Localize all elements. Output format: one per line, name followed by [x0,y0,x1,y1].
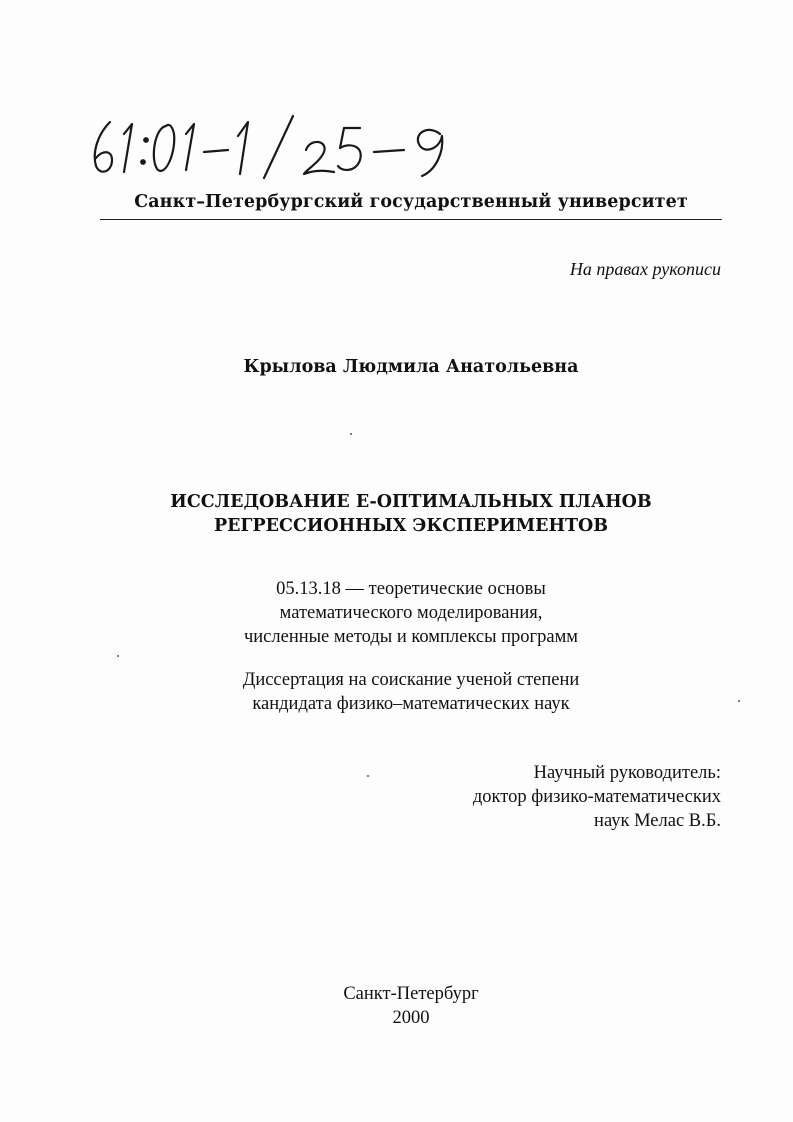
dissertation-title [0,490,793,538]
advisor-block [473,761,721,833]
university-name: Санкт–Петербургский государственный университет [134,192,688,212]
degree-line: кандидата физико–математических наук [252,694,570,714]
title-line: РЕГРЕССИОННЫХ ЭКСПЕРИМЕНТОВ [213,516,609,536]
specialty-block [0,577,793,649]
degree-block [0,668,793,716]
specialty-line: математического моделирования, [279,603,543,623]
manuscript-rights: На правах рукописи [569,259,721,279]
header-rule [100,219,722,220]
title-line: ИССЛЕДОВАНИЕ E-ОПТИМАЛЬНЫХ ПЛАНОВ [170,492,652,512]
advisor-line: наук Мелас В.Б. [594,811,721,831]
city-year-block [0,982,793,1030]
specialty-line: 05.13.18 — теоретические основы [276,579,546,599]
city: Санкт-Петербург [343,984,479,1004]
handwritten-archive-number [88,112,488,182]
advisor-line: Научный руководитель: [533,763,721,783]
scan-speck [350,433,352,435]
advisor-line: доктор физико-математических [472,787,721,807]
scan-speck [738,700,740,702]
handwritten-archive-number-drawing [88,112,488,182]
scan-speck [367,775,369,777]
specialty-line: численные методы и комплексы программ [243,627,579,647]
degree-line: Диссертация на соискание ученой степени [242,670,580,690]
scan-speck [117,655,119,657]
year: 2000 [392,1008,430,1028]
author-name: Крылова Людмила Анатольевна [243,357,579,377]
